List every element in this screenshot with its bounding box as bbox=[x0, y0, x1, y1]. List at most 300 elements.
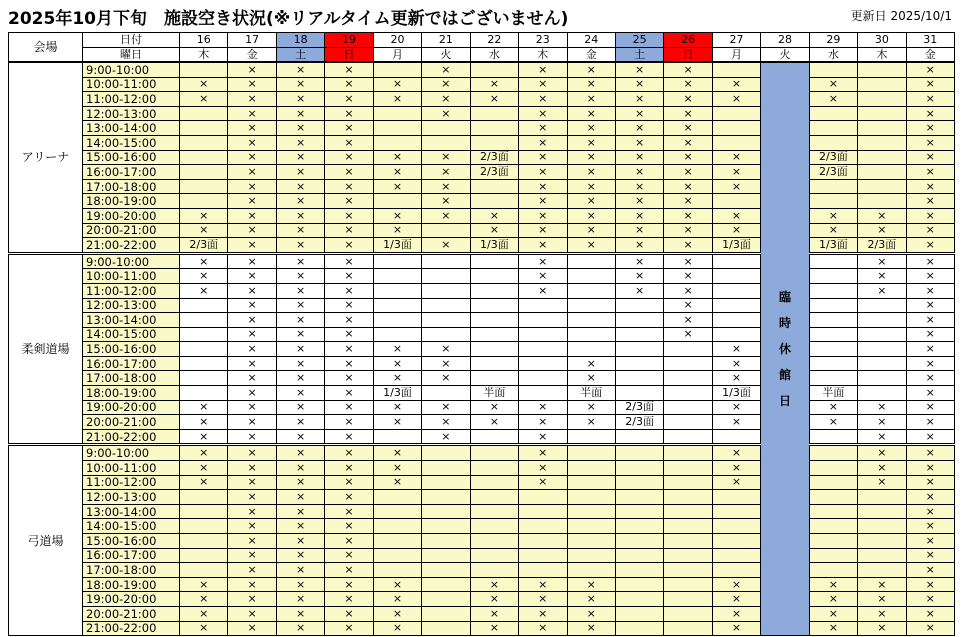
time-slot: 20:00-21:00 bbox=[83, 415, 180, 430]
slot-booked: × bbox=[906, 223, 954, 238]
slot-booked: × bbox=[228, 62, 276, 77]
slot-booked: × bbox=[276, 445, 324, 461]
table-row bbox=[9, 504, 955, 519]
slot-booked: × bbox=[809, 208, 857, 223]
slot-available bbox=[519, 356, 567, 371]
slot-booked: × bbox=[228, 327, 276, 342]
slot-booked: × bbox=[470, 621, 518, 636]
slot-booked: × bbox=[664, 238, 712, 254]
time-slot: 17:00-18:00 bbox=[83, 371, 180, 386]
slot-booked: × bbox=[906, 179, 954, 194]
table-row bbox=[9, 121, 955, 136]
slot-booked: × bbox=[519, 429, 567, 445]
slot-booked: × bbox=[422, 194, 470, 209]
slot-booked: × bbox=[228, 415, 276, 430]
slot-booked: × bbox=[422, 92, 470, 107]
slot-booked: × bbox=[470, 400, 518, 415]
slot-booked: × bbox=[325, 577, 373, 592]
time-slot: 18:00-19:00 bbox=[83, 386, 180, 401]
slot-booked: × bbox=[276, 179, 324, 194]
slot-available bbox=[615, 592, 663, 607]
table-row bbox=[9, 77, 955, 92]
slot-booked: 2/3面 bbox=[809, 150, 857, 165]
slot-available bbox=[664, 400, 712, 415]
slot-booked: × bbox=[228, 179, 276, 194]
slot-booked: × bbox=[809, 577, 857, 592]
slot-booked: × bbox=[858, 283, 906, 298]
slot-booked: × bbox=[664, 208, 712, 223]
slot-available bbox=[858, 179, 906, 194]
slot-available bbox=[615, 461, 663, 476]
slot-available bbox=[858, 327, 906, 342]
slot-booked: × bbox=[470, 92, 518, 107]
slot-booked: × bbox=[228, 371, 276, 386]
slot-available bbox=[180, 106, 228, 121]
slot-booked: × bbox=[422, 208, 470, 223]
slot-available bbox=[858, 504, 906, 519]
slot-booked: × bbox=[664, 92, 712, 107]
slot-available bbox=[712, 534, 760, 549]
slot-available bbox=[373, 490, 421, 505]
slot-booked: × bbox=[906, 386, 954, 401]
slot-booked: × bbox=[373, 208, 421, 223]
slot-available bbox=[615, 356, 663, 371]
slot-available bbox=[519, 548, 567, 563]
slot-booked: × bbox=[519, 208, 567, 223]
slot-available bbox=[615, 386, 663, 401]
slot-available bbox=[664, 415, 712, 430]
day-number: 25 bbox=[615, 33, 663, 48]
slot-available bbox=[519, 519, 567, 534]
slot-available bbox=[470, 504, 518, 519]
slot-available bbox=[712, 490, 760, 505]
slot-booked: × bbox=[228, 386, 276, 401]
slot-available bbox=[470, 253, 518, 269]
slot-booked: × bbox=[373, 342, 421, 357]
slot-available bbox=[858, 490, 906, 505]
slot-booked: × bbox=[809, 415, 857, 430]
slot-booked: × bbox=[906, 445, 954, 461]
slot-booked: × bbox=[567, 135, 615, 150]
slot-booked: × bbox=[325, 415, 373, 430]
slot-booked: × bbox=[276, 548, 324, 563]
slot-booked: × bbox=[470, 415, 518, 430]
slot-available bbox=[712, 62, 760, 77]
slot-booked: × bbox=[276, 313, 324, 328]
slot-available bbox=[809, 548, 857, 563]
slot-available bbox=[373, 269, 421, 284]
table-row bbox=[9, 429, 955, 445]
slot-booked: × bbox=[228, 606, 276, 621]
slot-booked: × bbox=[809, 223, 857, 238]
slot-available bbox=[422, 327, 470, 342]
slot-available bbox=[470, 490, 518, 505]
slot-available bbox=[470, 135, 518, 150]
slot-available bbox=[422, 504, 470, 519]
slot-available bbox=[712, 194, 760, 209]
table-row bbox=[9, 415, 955, 430]
slot-booked: × bbox=[519, 106, 567, 121]
slot-booked: × bbox=[373, 150, 421, 165]
slot-booked: × bbox=[276, 327, 324, 342]
slot-booked: × bbox=[325, 179, 373, 194]
slot-booked: × bbox=[809, 92, 857, 107]
weekday-header: 曜日 bbox=[83, 47, 180, 62]
slot-available bbox=[422, 253, 470, 269]
day-number: 22 bbox=[470, 33, 518, 48]
slot-booked: × bbox=[470, 592, 518, 607]
slot-available bbox=[858, 313, 906, 328]
slot-booked: 2/3面 bbox=[615, 415, 663, 430]
slot-booked: × bbox=[664, 327, 712, 342]
slot-booked: × bbox=[325, 371, 373, 386]
slot-booked: × bbox=[664, 62, 712, 77]
slot-booked: × bbox=[858, 621, 906, 636]
slot-booked: × bbox=[519, 461, 567, 476]
slot-available bbox=[422, 445, 470, 461]
slot-available bbox=[519, 327, 567, 342]
slot-booked: × bbox=[228, 283, 276, 298]
slot-available bbox=[664, 621, 712, 636]
slot-available bbox=[373, 429, 421, 445]
slot-booked: × bbox=[906, 150, 954, 165]
slot-booked: × bbox=[712, 223, 760, 238]
slot-available bbox=[615, 621, 663, 636]
time-slot: 11:00-12:00 bbox=[83, 92, 180, 107]
slot-booked: × bbox=[276, 415, 324, 430]
slot-booked: × bbox=[906, 563, 954, 578]
slot-available bbox=[470, 371, 518, 386]
slot-booked: × bbox=[615, 135, 663, 150]
slot-available bbox=[519, 298, 567, 313]
slot-available bbox=[615, 534, 663, 549]
slot-available bbox=[180, 298, 228, 313]
closed-label-char: 臨 bbox=[778, 290, 791, 305]
slot-available bbox=[664, 577, 712, 592]
slot-available bbox=[809, 534, 857, 549]
time-slot: 20:00-21:00 bbox=[83, 223, 180, 238]
slot-booked: × bbox=[615, 223, 663, 238]
slot-booked: × bbox=[567, 621, 615, 636]
slot-booked: × bbox=[276, 223, 324, 238]
slot-booked: × bbox=[373, 179, 421, 194]
slot-booked: × bbox=[325, 342, 373, 357]
slot-booked: × bbox=[180, 461, 228, 476]
time-slot: 12:00-13:00 bbox=[83, 298, 180, 313]
slot-booked: × bbox=[325, 253, 373, 269]
slot-booked: × bbox=[373, 415, 421, 430]
slot-booked: × bbox=[519, 475, 567, 490]
slot-booked: × bbox=[325, 165, 373, 180]
slot-booked: × bbox=[858, 606, 906, 621]
slot-available bbox=[615, 577, 663, 592]
slot-booked: 2/3面 bbox=[470, 165, 518, 180]
slot-booked: × bbox=[906, 415, 954, 430]
slot-available bbox=[180, 519, 228, 534]
slot-booked: × bbox=[373, 400, 421, 415]
slot-booked: × bbox=[228, 490, 276, 505]
slot-available bbox=[615, 490, 663, 505]
slot-booked: 半面 bbox=[809, 386, 857, 401]
table-row bbox=[9, 135, 955, 150]
slot-booked: × bbox=[567, 606, 615, 621]
slot-booked: × bbox=[664, 253, 712, 269]
table-row bbox=[9, 223, 955, 238]
table-row bbox=[9, 371, 955, 386]
slot-booked: × bbox=[325, 121, 373, 136]
slot-available bbox=[567, 327, 615, 342]
slot-available bbox=[470, 62, 518, 77]
slot-available bbox=[470, 342, 518, 357]
slot-booked: 2/3面 bbox=[615, 400, 663, 415]
table-row bbox=[9, 194, 955, 209]
slot-available bbox=[809, 371, 857, 386]
slot-available bbox=[615, 475, 663, 490]
slot-booked: × bbox=[325, 475, 373, 490]
day-number: 28 bbox=[761, 33, 809, 48]
slot-available bbox=[712, 504, 760, 519]
slot-available bbox=[422, 621, 470, 636]
time-slot: 21:00-22:00 bbox=[83, 621, 180, 636]
slot-booked: × bbox=[276, 519, 324, 534]
slot-available bbox=[615, 606, 663, 621]
slot-booked: × bbox=[228, 504, 276, 519]
slot-available bbox=[373, 519, 421, 534]
slot-available bbox=[567, 490, 615, 505]
slot-booked: × bbox=[180, 400, 228, 415]
time-slot: 13:00-14:00 bbox=[83, 121, 180, 136]
slot-booked: × bbox=[373, 356, 421, 371]
day-weekday: 金 bbox=[567, 47, 615, 62]
venue-header: 会場 bbox=[9, 33, 83, 63]
header-row-weekday bbox=[9, 47, 955, 62]
slot-available bbox=[373, 504, 421, 519]
slot-booked: × bbox=[276, 194, 324, 209]
slot-booked: × bbox=[325, 429, 373, 445]
slot-booked: × bbox=[567, 400, 615, 415]
slot-available bbox=[180, 548, 228, 563]
header-row-date bbox=[9, 33, 955, 48]
slot-booked: × bbox=[276, 400, 324, 415]
slot-available bbox=[712, 298, 760, 313]
slot-booked: × bbox=[180, 429, 228, 445]
slot-available bbox=[373, 194, 421, 209]
slot-available bbox=[422, 269, 470, 284]
slot-booked: × bbox=[373, 475, 421, 490]
slot-available bbox=[470, 327, 518, 342]
slot-available bbox=[422, 135, 470, 150]
closed-label-char: 館 bbox=[778, 368, 791, 383]
slot-booked: × bbox=[422, 62, 470, 77]
slot-booked: × bbox=[228, 194, 276, 209]
slot-booked: × bbox=[276, 534, 324, 549]
slot-booked: × bbox=[228, 548, 276, 563]
slot-booked: × bbox=[228, 253, 276, 269]
slot-available bbox=[712, 429, 760, 445]
slot-available bbox=[615, 504, 663, 519]
closed-label-char: 時 bbox=[778, 316, 791, 331]
slot-booked: × bbox=[373, 621, 421, 636]
slot-available bbox=[422, 298, 470, 313]
slot-available bbox=[858, 150, 906, 165]
slot-booked: × bbox=[180, 208, 228, 223]
slot-available bbox=[373, 548, 421, 563]
slot-available bbox=[615, 519, 663, 534]
slot-booked: 半面 bbox=[470, 386, 518, 401]
slot-booked: × bbox=[712, 577, 760, 592]
day-number: 24 bbox=[567, 33, 615, 48]
slot-booked: × bbox=[712, 400, 760, 415]
slot-available bbox=[712, 313, 760, 328]
page-title: 2025年10月下旬 施設空き状況(※リアルタイム更新ではございません) bbox=[8, 9, 569, 29]
slot-booked: × bbox=[858, 577, 906, 592]
slot-booked: × bbox=[906, 548, 954, 563]
slot-booked: × bbox=[180, 415, 228, 430]
slot-available bbox=[567, 313, 615, 328]
slot-booked: × bbox=[615, 179, 663, 194]
slot-booked: × bbox=[615, 194, 663, 209]
slot-booked: × bbox=[519, 165, 567, 180]
slot-booked: × bbox=[712, 621, 760, 636]
slot-booked: × bbox=[228, 313, 276, 328]
slot-booked: × bbox=[567, 194, 615, 209]
slot-booked: × bbox=[906, 606, 954, 621]
slot-available bbox=[470, 179, 518, 194]
slot-booked: × bbox=[567, 208, 615, 223]
slot-available bbox=[809, 298, 857, 313]
slot-booked: × bbox=[567, 577, 615, 592]
slot-available bbox=[712, 135, 760, 150]
slot-booked: × bbox=[615, 253, 663, 269]
slot-booked: × bbox=[567, 371, 615, 386]
slot-booked: × bbox=[228, 534, 276, 549]
slot-available bbox=[519, 534, 567, 549]
day-weekday: 水 bbox=[809, 47, 857, 62]
slot-booked: × bbox=[325, 563, 373, 578]
slot-booked: × bbox=[664, 106, 712, 121]
table-row bbox=[9, 445, 955, 461]
slot-available bbox=[519, 563, 567, 578]
slot-booked: × bbox=[519, 592, 567, 607]
slot-booked: × bbox=[228, 519, 276, 534]
slot-available bbox=[858, 135, 906, 150]
slot-available bbox=[615, 563, 663, 578]
day-number: 17 bbox=[228, 33, 276, 48]
time-slot: 15:00-16:00 bbox=[83, 534, 180, 549]
slot-available bbox=[615, 548, 663, 563]
slot-booked: × bbox=[422, 356, 470, 371]
slot-booked: × bbox=[712, 475, 760, 490]
time-slot: 19:00-20:00 bbox=[83, 400, 180, 415]
slot-booked: × bbox=[325, 298, 373, 313]
slot-booked: × bbox=[325, 461, 373, 476]
slot-booked: × bbox=[276, 283, 324, 298]
slot-booked: × bbox=[567, 238, 615, 254]
slot-booked: × bbox=[373, 165, 421, 180]
slot-available bbox=[180, 386, 228, 401]
slot-available bbox=[180, 194, 228, 209]
slot-booked: × bbox=[567, 356, 615, 371]
slot-available bbox=[664, 519, 712, 534]
slot-booked: × bbox=[325, 327, 373, 342]
day-number: 16 bbox=[180, 33, 228, 48]
table-row bbox=[9, 92, 955, 107]
slot-booked: × bbox=[615, 165, 663, 180]
slot-booked: × bbox=[373, 461, 421, 476]
slot-available bbox=[180, 504, 228, 519]
slot-available bbox=[373, 298, 421, 313]
slot-booked: × bbox=[325, 519, 373, 534]
slot-available bbox=[615, 445, 663, 461]
day-weekday: 金 bbox=[906, 47, 954, 62]
slot-available bbox=[470, 194, 518, 209]
slot-booked: × bbox=[567, 223, 615, 238]
time-slot: 15:00-16:00 bbox=[83, 150, 180, 165]
slot-booked: × bbox=[276, 621, 324, 636]
slot-available bbox=[373, 534, 421, 549]
slot-booked: × bbox=[906, 238, 954, 254]
slot-available bbox=[180, 179, 228, 194]
slot-booked: × bbox=[180, 592, 228, 607]
slot-available bbox=[858, 194, 906, 209]
slot-booked: × bbox=[906, 208, 954, 223]
slot-booked: × bbox=[519, 223, 567, 238]
slot-booked: × bbox=[276, 461, 324, 476]
slot-booked: × bbox=[664, 135, 712, 150]
slot-available bbox=[712, 269, 760, 284]
slot-booked: × bbox=[276, 253, 324, 269]
table-row bbox=[9, 548, 955, 563]
day-number: 21 bbox=[422, 33, 470, 48]
slot-booked: × bbox=[422, 342, 470, 357]
time-slot: 20:00-21:00 bbox=[83, 606, 180, 621]
slot-booked: × bbox=[276, 269, 324, 284]
slot-booked: × bbox=[228, 223, 276, 238]
slot-booked: × bbox=[325, 283, 373, 298]
slot-available bbox=[809, 327, 857, 342]
slot-available bbox=[664, 548, 712, 563]
slot-booked: × bbox=[180, 269, 228, 284]
slot-booked: × bbox=[228, 475, 276, 490]
slot-booked: × bbox=[228, 269, 276, 284]
slot-booked: 1/3面 bbox=[809, 238, 857, 254]
slot-available bbox=[809, 135, 857, 150]
time-slot: 17:00-18:00 bbox=[83, 563, 180, 578]
slot-available bbox=[858, 106, 906, 121]
slot-booked: × bbox=[519, 400, 567, 415]
slot-booked: × bbox=[712, 445, 760, 461]
slot-booked: 1/3面 bbox=[712, 238, 760, 254]
table-row bbox=[9, 253, 955, 269]
slot-available bbox=[422, 592, 470, 607]
slot-booked: × bbox=[325, 621, 373, 636]
slot-booked: × bbox=[858, 475, 906, 490]
slot-booked: × bbox=[325, 534, 373, 549]
slot-booked: × bbox=[858, 461, 906, 476]
slot-available bbox=[809, 194, 857, 209]
date-header: 日付 bbox=[83, 33, 180, 48]
slot-available bbox=[664, 342, 712, 357]
slot-booked: × bbox=[373, 606, 421, 621]
slot-booked: × bbox=[519, 77, 567, 92]
slot-booked: × bbox=[664, 121, 712, 136]
time-slot: 12:00-13:00 bbox=[83, 490, 180, 505]
slot-booked: × bbox=[276, 429, 324, 445]
slot-available bbox=[422, 461, 470, 476]
slot-booked: × bbox=[664, 150, 712, 165]
day-number: 31 bbox=[906, 33, 954, 48]
slot-available bbox=[858, 92, 906, 107]
